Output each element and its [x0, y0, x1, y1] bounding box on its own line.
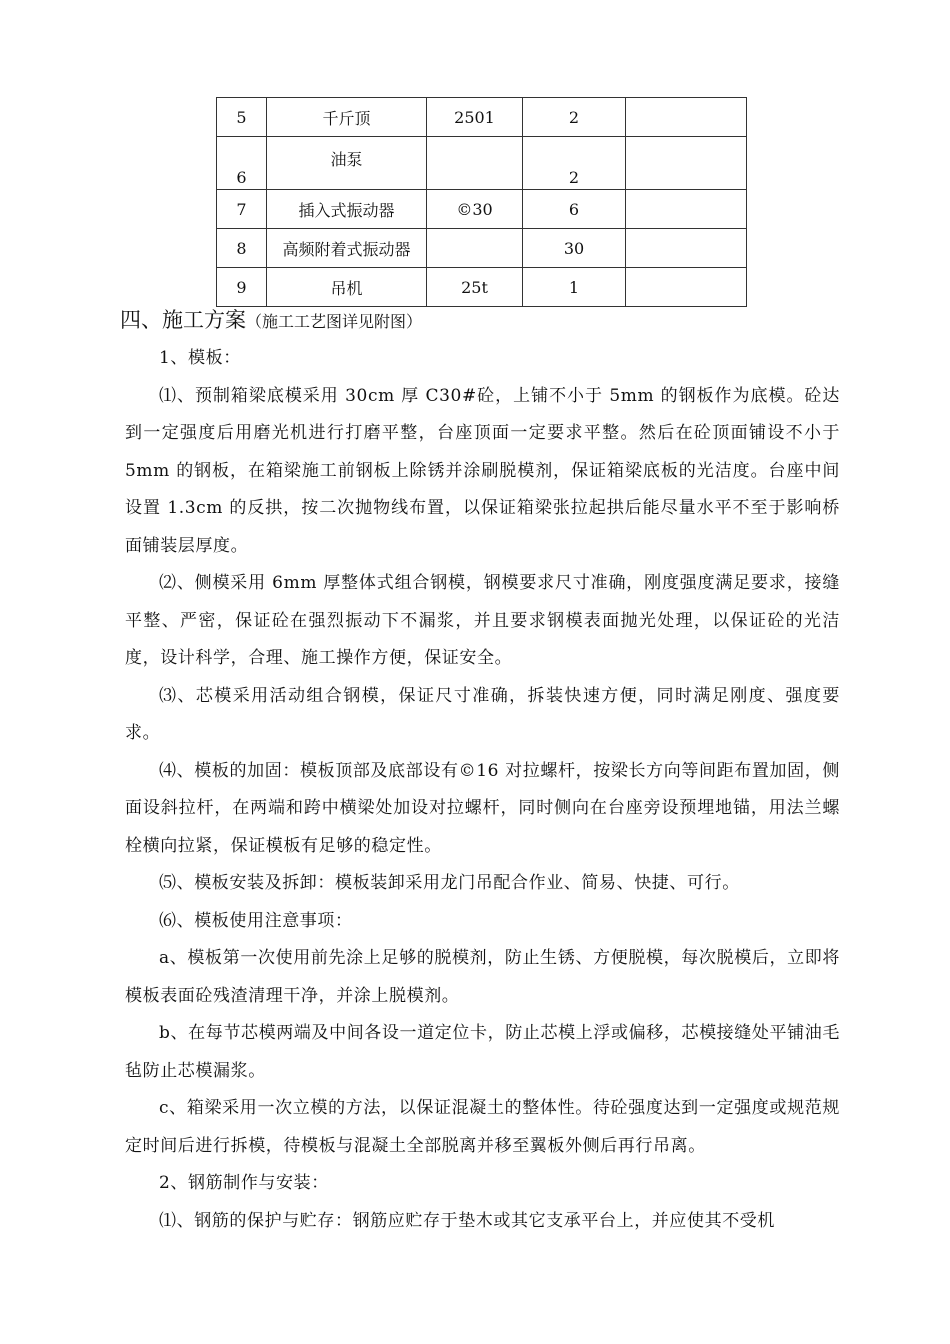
section-heading [120, 306, 422, 336]
paragraph: ⑷、模板的加固：模板顶部及底部设有©16 对拉螺杆，按梁长方向等间距布置加固，侧面设斜拉杆，在两端和跨中横梁处加设对拉螺杆，同时侧向在台座旁设预埋地锚，用法兰螺栓横向拉紧，保证模板有足够的稳定性。 [125, 760, 840, 856]
paragraph: ⑴、钢筋的保护与贮存：钢筋应贮存于垫木或其它支承平台上，并应使其不受机 [159, 1210, 775, 1231]
equipment-qty: 1 [523, 268, 626, 307]
equipment-qty: 2 [523, 137, 626, 190]
table-row [217, 190, 747, 229]
paragraph: ⑴、预制箱梁底模采用 30cm 厚 C30#砼，上铺不小于 5mm 的钢板作为底模。砼达到一定强度后用磨光机进行打磨平整，台座顶面一定要求平整。然后在砼顶面铺设不小于 5mm 的钢板，在箱梁施工前钢板上除锈并涂刷脱模剂，保证箱梁底板的光洁度。台座中间设置 1.3cm 的反拱，按二次抛物线布置，以保证箱梁张拉起拱后能尽量水平不至于影响桥面铺装层厚度。 [125, 385, 840, 556]
table-row [217, 229, 747, 268]
paragraph: ⑵、侧模采用 6mm 厚整体式组合钢模，钢模要求尺寸准确，刚度强度满足要求，接缝平整、严密，保证砼在强烈振动下不漏浆，并且要求钢模表面抛光处理，以保证砼的光洁度，设计科学，合理、施工操作方便，保证安全。 [125, 573, 840, 668]
table-row [217, 137, 747, 190]
paragraph: ⑹、模板使用注意事项： [159, 910, 353, 931]
paragraph: c、箱梁采用一次立模的方法，以保证混凝土的整体性。待砼强度达到一定强度或规范规定时间后进行拆模，待模板与混凝土全部脱离并移至翼板外侧后再行吊离。 [125, 1098, 840, 1156]
row-number: 7 [217, 190, 267, 229]
table-row [217, 98, 747, 137]
equipment-spec: ©30 [427, 190, 523, 229]
equipment-remark [626, 268, 747, 307]
row-number: 8 [217, 229, 267, 268]
equipment-remark [626, 229, 747, 268]
equipment-qty: 30 [523, 229, 626, 268]
paragraph: ⑶、芯模采用活动组合钢模，保证尺寸准确，拆装快速方便，同时满足刚度、强度要求。 [125, 685, 840, 743]
equipment-spec [427, 229, 523, 268]
equipment-table [216, 97, 747, 307]
row-number: 6 [217, 137, 267, 190]
subheading-formwork: 1、模板： [159, 348, 241, 368]
equipment-remark [626, 137, 747, 190]
equipment-remark [626, 190, 747, 229]
row-number: 5 [217, 98, 267, 137]
equipment-name: 油泵 [267, 137, 427, 190]
equipment-spec [427, 137, 523, 190]
equipment-qty: 2 [523, 98, 626, 137]
equipment-remark [626, 98, 747, 137]
equipment-name: 吊机 [267, 268, 427, 307]
paragraph: b、在每节芯模两端及中间各设一道定位卡，防止芯模上浮或偏移，芯模接缝处平铺油毛毡防止芯模漏浆。 [125, 1023, 840, 1081]
section-title: 四、施工方案 [120, 308, 246, 332]
table-row [217, 268, 747, 307]
body-text [125, 340, 840, 1240]
equipment-spec: 2501 [427, 98, 523, 137]
subheading-rebar: 2、钢筋制作与安装： [159, 1173, 329, 1193]
equipment-qty: 6 [523, 190, 626, 229]
paragraph: a、模板第一次使用前先涂上足够的脱模剂，防止生锈、方便脱模，每次脱模后，立即将模板表面砼残渣清理干净，并涂上脱模剂。 [125, 948, 840, 1006]
row-number: 9 [217, 268, 267, 307]
equipment-name: 高频附着式振动器 [267, 229, 427, 268]
paragraph: ⑸、模板安装及拆卸：模板装卸采用龙门吊配合作业、简易、快捷、可行。 [159, 873, 740, 893]
equipment-name: 插入式振动器 [267, 190, 427, 229]
equipment-name: 千斤顶 [267, 98, 427, 137]
section-note: （施工工艺图详见附图） [246, 312, 423, 331]
equipment-spec: 25t [427, 268, 523, 307]
